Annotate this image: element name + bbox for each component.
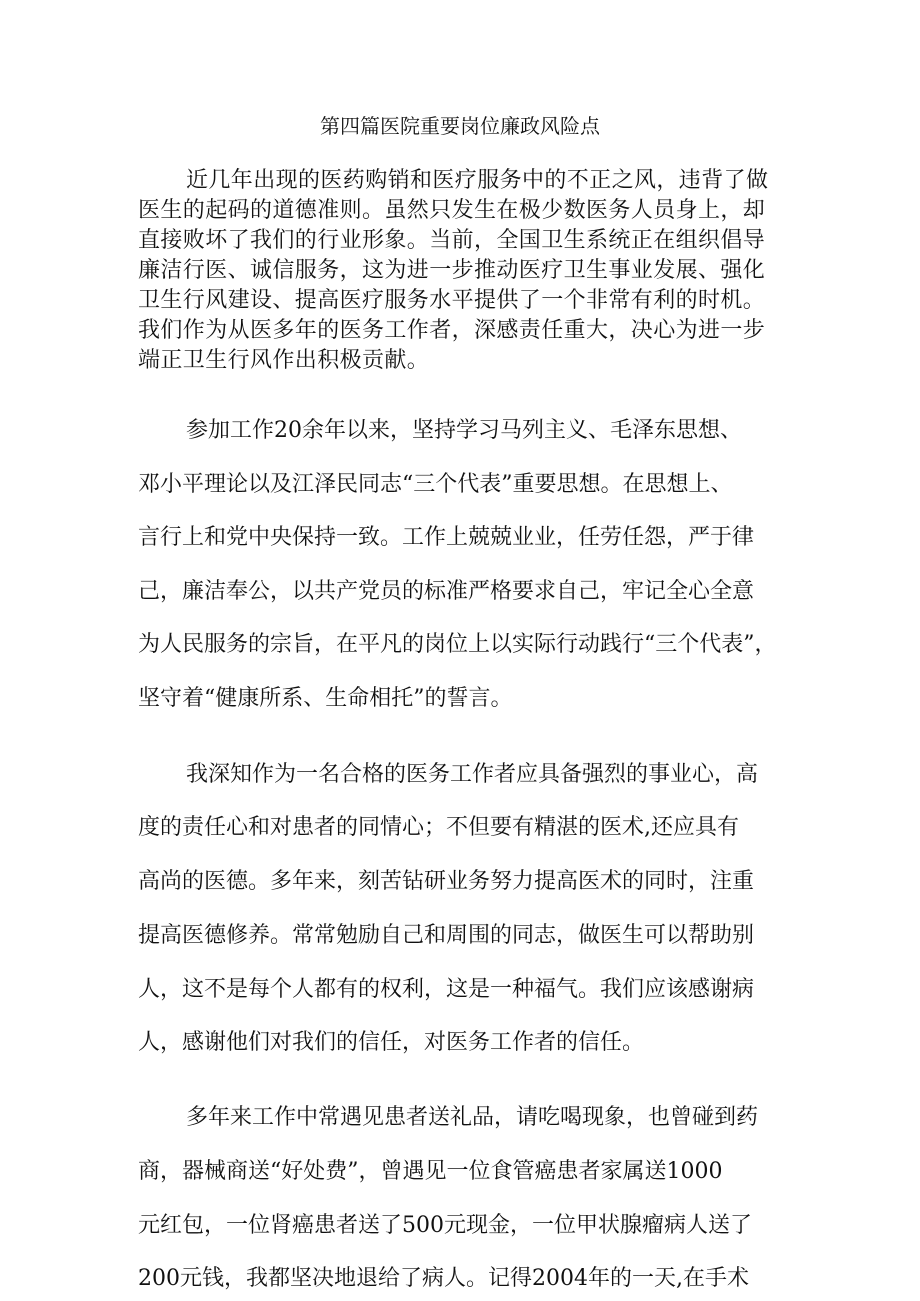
paragraph-line: 为人民服务的宗旨，在平凡的岗位上以实际行动践行“三个代表”，: [138, 632, 777, 657]
paragraph-line: 言行上和党中央保持一致。工作上兢兢业业，任劳任怨，严于律: [138, 525, 755, 550]
paragraph-line: 卫生行风建设、提高医疗服务水平提供了一个非常有利的时机。: [138, 288, 766, 313]
paragraph-line: 近几年出现的医药购销和医疗服务中的不正之风，违背了做: [186, 168, 769, 193]
paragraph-line: 多年来工作中常遇见患者送礼品，请吃喝现象，也曾碰到药: [186, 1105, 759, 1130]
paragraph-line: 医生的起码的道德准则。虽然只发生在极少数医务人员身上，却: [138, 198, 766, 223]
paragraph-line: 提高医德修养。常常勉励自己和周围的同志，做医生可以帮助别: [138, 923, 755, 948]
paragraph-line: 人，这不是每个人都有的权利，这是一种福气。我们应该感谢病: [138, 977, 755, 1002]
paragraph-line: 直接败坏了我们的行业形象。当前，全国卫生系统正在组织倡导: [138, 228, 766, 253]
paragraph-line: 度的责任心和对患者的同情心；不但要有精湛的医术,还应具有: [138, 815, 739, 840]
document-title: 第四篇医院重要岗位廉政风险点: [320, 114, 600, 138]
paragraph-line: 元红包，一位肾癌患者送了500元现金，一位甲状腺瘤病人送了: [138, 1213, 752, 1238]
paragraph-line: 廉洁行医、诚信服务，这为进一步推动医疗卫生事业发展、强化: [138, 258, 766, 283]
paragraph-line: 我们作为从医多年的医务工作者，深感责任重大，决心为进一步: [138, 318, 766, 343]
paragraph-line: 坚守着“健康所系、生命相托”的誓言。: [138, 686, 513, 711]
paragraph-line: 200元钱，我都坚决地退给了病人。记得2004年的一天,在手术: [138, 1266, 749, 1291]
paragraph-line: 邓小平理论以及江泽民同志“三个代表”重要思想。在思想上、: [138, 472, 733, 497]
paragraph-line: 高尚的医德。多年来，刻苦钻研业务努力提高医术的同时，注重: [138, 869, 755, 894]
paragraph-line: 参加工作20余年以来，坚持学习马列主义、毛泽东思想、: [186, 418, 742, 443]
paragraph-line: 端正卫生行风作出积极贡献。: [138, 348, 430, 373]
paragraph-line: 己，廉洁奉公，以共产党员的标准严格要求自己，牢记全心全意: [138, 579, 755, 604]
paragraph-line: 人，感谢他们对我们的信任，对医务工作者的信任。: [138, 1030, 645, 1055]
paragraph-line: 商，器械商送“好处费”，曾遇见一位食管癌患者家属送1000: [138, 1159, 723, 1184]
paragraph-line: 我深知作为一名合格的医务工作者应具备强烈的事业心，高: [186, 762, 759, 787]
